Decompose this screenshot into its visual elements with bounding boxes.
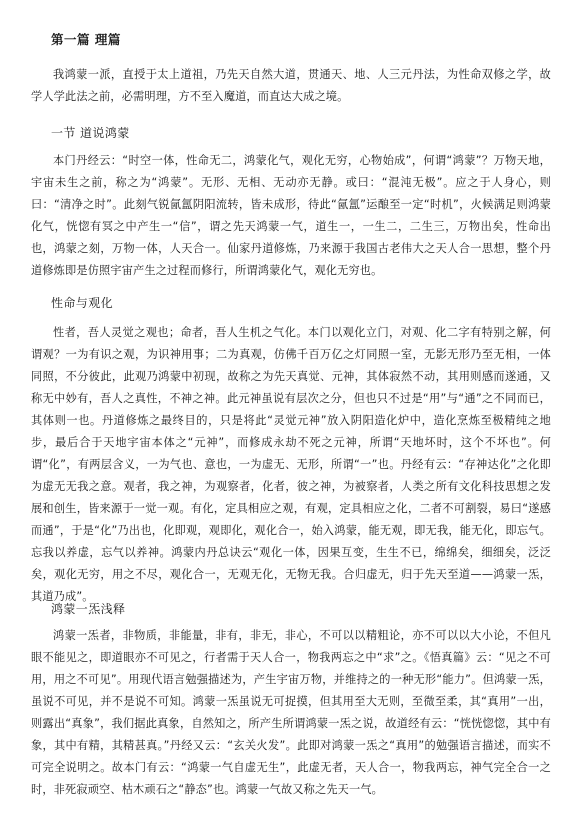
intro-paragraph: 我鸿蒙一派，直授于太上道祖，乃先天自然大道，贯通天、地、人三元丹法，为性命双修之学，故学人学此法之前，必需明理，方不至入魔道，而直达大成之境。 bbox=[31, 68, 551, 103]
section-paragraph-1: 本门丹经云：“时空一体，性命无二，鸿蒙化气，观化无穷，心物始成”，何谓“鸿蒙”？万物天地，宇宙未生之前，称之为“鸿蒙”。无形、无相、无动亦无静。或曰：“混沌无极”。应之于人身心，则曰：“清净之时”。此刻气锐氤氲阴阳流转，皆未成形，待此“氤氲”运酿至一定“时机”，火候满足则鸿蒙化气，恍惚有冥之中产生一“信”，谓之先天鸿蒙一气，道生一，一生二，二生三，万物出矣，性命出也，鸿蒙之刻，万物一体，人天合一。仙家丹道修炼，乃来源于我国古老伟大之天人合一思想，整个丹道修炼即是仿照宇宙产生之过程而修行，所谓鸿蒙化气，观化无穷也。 bbox=[31, 154, 551, 277]
section-heading-3: 鸿蒙一炁浅释 bbox=[51, 602, 126, 616]
section-heading-1: 一节 道说鸿蒙 bbox=[51, 126, 130, 140]
section-paragraph-2: 性者，吾人灵觉之观也；命者，吾人生机之气化。本门以观化立门，对观、化二字有特别之解，何谓观？一为有识之观，为识神用事；二为真观，仿佛千百万亿之灯同照一室，无影无形乃至无相，一体同照，不分彼此，此观乃鸿蒙中初现，故称之为先天真觉、元神，其体寂然不动，其用则感而遂通，又称无中妙有，吾人之真性，不神之神。此元神虽说有层次之分，但也只不过是“用”与“通”之不同而已，其体则一也。丹道修炼之最终目的，只是将此“灵觉元神”放入阴阳造化炉中，造化烹炼至极精纯之地步，最后合于天地宇宙本体之“元神”，而修成永劫不死之元神，所谓“天地坏时，这个不坏也”。何谓“化”，有两层含义，一为气也、意也，一为虚无、无形，所谓“一”也。丹经有云：“存神达化”之化即为虚无无我之意。观者，我之神，为观察者，化者，彼之神，为被察者，人类之所有文化科技思想之发展和创生，皆来源于一觉一观。有化，定具相应之观，有观，定具相应之化，二者不可割裂，易曰“遂感而通”，于是“化”乃出也，化即观，观即化，观化合一，始入鸿蒙，能无观，即无我，能无化，即忘气。忘我以养虚，忘气以养神。鸿蒙内丹总诀云“观化一体，因果互变，生生不已，绵绵矣，细细矣，泛泛矣，观化无穷，用之不尽，观化合一，无观无化，无物无我。合归虚无，归于先天至道——鸿蒙一炁，其道乃成”。 bbox=[31, 326, 551, 603]
chapter-title: 第一篇 理篇 bbox=[51, 32, 121, 47]
section-heading-2: 性命与观化 bbox=[51, 296, 114, 310]
section-paragraph-3: 鸿蒙一炁者，非物质，非能量，非有，非无，非心，不可以以精粗论，亦不可以以大小论，不但凡眼不能见之，即道眼亦不可见之，行者需于天人合一，物我两忘之中“求”之。《悟真篇》云：“见之不可用，用之不可见”。用现代语言勉强描述为，产生宇宙万物，并维持之的一种无形“能力”。但鸿蒙一炁，虽说不可见，并不是说不可知。鸿蒙一炁虽说无可捉摸，但其用至大无则，至微至柔，其“真用”一出，则露出“真象”，我们据此真象，自然知之，所产生所谓鸿蒙一炁之说，故道经有云：“恍恍惚惚，其中有象，其中有精，其精甚真。”丹经又云：“玄关火发”。此即对鸿蒙一炁之“真用”的勉强语言描述，而实不可完全说明之。故本门有云：“鸿蒙一气自虚无生”，此虚无者，天人合一，物我两忘，神气完全合一之时，非死寂顽空、枯木顽石之“静态”也。鸿蒙一气故又称之先天一气。 bbox=[31, 629, 551, 796]
